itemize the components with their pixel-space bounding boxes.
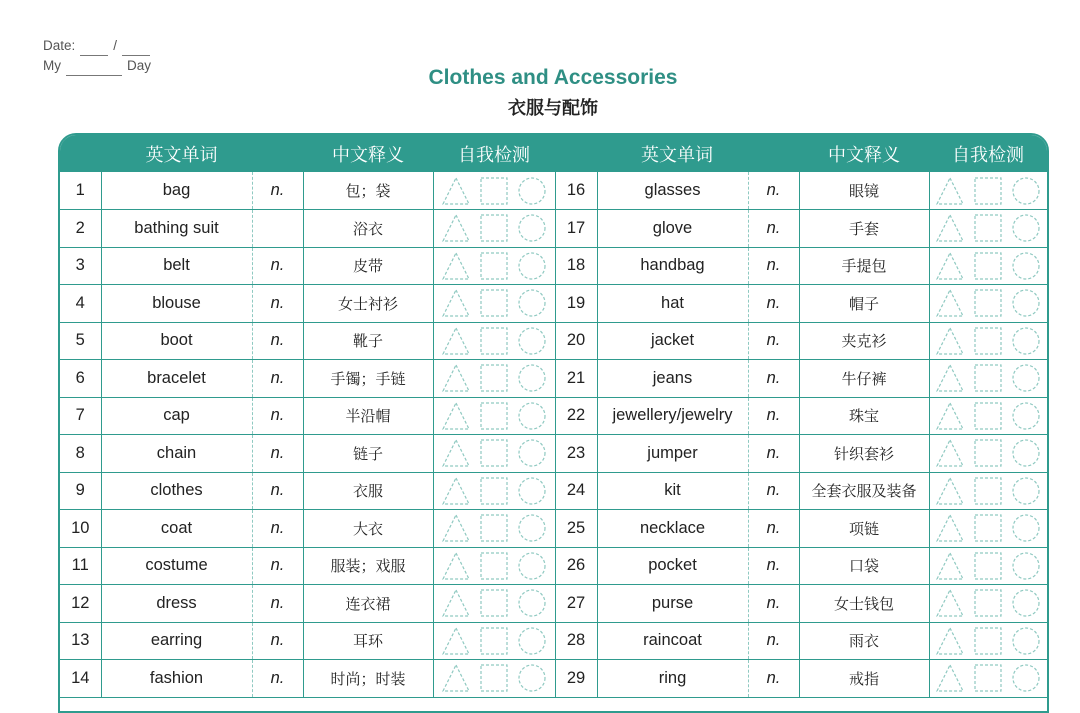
part-of-speech: n. <box>748 360 799 398</box>
square-icon[interactable] <box>479 588 509 618</box>
table-row <box>60 360 1047 398</box>
circle-icon[interactable] <box>1011 513 1041 543</box>
english-word: glove <box>597 210 748 248</box>
circle-icon[interactable] <box>517 401 547 431</box>
chinese-meaning: 靴子 <box>303 322 433 360</box>
square-icon[interactable] <box>479 251 509 281</box>
self-check-marks <box>434 626 555 656</box>
square-icon[interactable] <box>973 626 1003 656</box>
entry-number: 4 <box>60 285 101 323</box>
table-row <box>60 285 1047 323</box>
square-icon[interactable] <box>973 588 1003 618</box>
circle-icon[interactable] <box>517 588 547 618</box>
circle-icon[interactable] <box>1011 588 1041 618</box>
triangle-icon[interactable] <box>935 438 965 468</box>
self-check-cell <box>433 172 555 210</box>
square-icon[interactable] <box>479 626 509 656</box>
english-word: jeans <box>597 360 748 398</box>
part-of-speech: n. <box>748 472 799 510</box>
circle-icon[interactable] <box>517 251 547 281</box>
english-word: handbag <box>597 247 748 285</box>
part-of-speech: n. <box>252 360 303 398</box>
self-check-cell <box>929 472 1047 510</box>
self-check-marks <box>434 326 555 356</box>
entry-number: 14 <box>60 660 101 698</box>
self-check-marks <box>434 551 555 581</box>
entry-number: 27 <box>555 585 597 623</box>
entry-number: 18 <box>555 247 597 285</box>
self-check-cell <box>929 435 1047 473</box>
entry-number: 25 <box>555 510 597 548</box>
self-check-cell <box>929 322 1047 360</box>
entry-number: 20 <box>555 322 597 360</box>
square-icon[interactable] <box>973 476 1003 506</box>
triangle-icon[interactable] <box>441 363 471 393</box>
circle-icon[interactable] <box>517 626 547 656</box>
self-check-marks <box>434 176 555 206</box>
self-check-cell <box>929 547 1047 585</box>
entry-number: 2 <box>60 210 101 248</box>
self-check-marks <box>930 626 1047 656</box>
entry-number: 1 <box>60 172 101 210</box>
circle-icon[interactable] <box>1011 213 1041 243</box>
circle-icon[interactable] <box>1011 251 1041 281</box>
table-row <box>60 397 1047 435</box>
square-icon[interactable] <box>479 213 509 243</box>
part-of-speech: n. <box>252 622 303 660</box>
page-subtitle: 衣服与配饰 <box>508 98 598 119</box>
self-check-cell <box>433 547 555 585</box>
chinese-meaning: 珠宝 <box>799 397 929 435</box>
table-row <box>60 435 1047 473</box>
self-check-cell <box>929 247 1047 285</box>
triangle-icon[interactable] <box>441 213 471 243</box>
self-check-cell <box>929 660 1047 698</box>
square-icon[interactable] <box>973 513 1003 543</box>
self-check-cell <box>929 172 1047 210</box>
part-of-speech: n. <box>252 660 303 698</box>
triangle-icon[interactable] <box>441 176 471 206</box>
square-icon[interactable] <box>973 288 1003 318</box>
square-icon[interactable] <box>973 551 1003 581</box>
circle-icon[interactable] <box>1011 288 1041 318</box>
part-of-speech: n. <box>252 322 303 360</box>
table-row <box>60 322 1047 360</box>
english-word: ring <box>597 660 748 698</box>
part-of-speech: n. <box>252 247 303 285</box>
table-row <box>60 210 1047 248</box>
circle-icon[interactable] <box>517 476 547 506</box>
date-blank-month[interactable] <box>80 42 108 56</box>
self-check-cell <box>929 510 1047 548</box>
triangle-icon[interactable] <box>441 513 471 543</box>
part-of-speech: n. <box>748 172 799 210</box>
part-of-speech: n. <box>252 435 303 473</box>
triangle-icon[interactable] <box>935 176 965 206</box>
english-word: jewellery/jewelry <box>597 397 748 435</box>
self-check-marks <box>930 288 1047 318</box>
entry-number: 16 <box>555 172 597 210</box>
self-check-marks <box>930 476 1047 506</box>
circle-icon[interactable] <box>1011 326 1041 356</box>
part-of-speech: n. <box>748 285 799 323</box>
page-title: Clothes and Accessories <box>428 66 678 89</box>
circle-icon[interactable] <box>517 663 547 693</box>
chinese-meaning: 包；袋 <box>303 172 433 210</box>
header-english-right: 英文单词 <box>641 144 713 166</box>
triangle-icon[interactable] <box>441 551 471 581</box>
entry-number: 8 <box>60 435 101 473</box>
part-of-speech: n. <box>252 547 303 585</box>
part-of-speech: n. <box>748 510 799 548</box>
chinese-meaning: 时尚；时装 <box>303 660 433 698</box>
square-icon[interactable] <box>973 438 1003 468</box>
chinese-meaning: 戒指 <box>799 660 929 698</box>
self-check-cell <box>433 285 555 323</box>
table-row <box>60 247 1047 285</box>
circle-icon[interactable] <box>517 551 547 581</box>
english-word: costume <box>101 547 252 585</box>
entry-number: 6 <box>60 360 101 398</box>
english-word: pocket <box>597 547 748 585</box>
table-row <box>60 660 1047 698</box>
entry-number: 17 <box>555 210 597 248</box>
triangle-icon[interactable] <box>441 438 471 468</box>
chinese-meaning: 项链 <box>799 510 929 548</box>
part-of-speech: n. <box>748 660 799 698</box>
date-line <box>43 36 155 56</box>
self-check-marks <box>434 401 555 431</box>
circle-icon[interactable] <box>517 438 547 468</box>
chinese-meaning: 牛仔裤 <box>799 360 929 398</box>
triangle-icon[interactable] <box>935 551 965 581</box>
part-of-speech: n. <box>748 585 799 623</box>
header-english-left: 英文单词 <box>145 144 218 166</box>
entry-number: 3 <box>60 247 101 285</box>
part-of-speech: n. <box>252 510 303 548</box>
triangle-icon[interactable] <box>935 626 965 656</box>
triangle-icon[interactable] <box>935 363 965 393</box>
english-word: jacket <box>597 322 748 360</box>
self-check-cell <box>929 210 1047 248</box>
circle-icon[interactable] <box>517 176 547 206</box>
day-label: Day <box>127 58 152 73</box>
circle-icon[interactable] <box>1011 176 1041 206</box>
self-check-cell <box>433 510 555 548</box>
square-icon[interactable] <box>973 326 1003 356</box>
english-word: bracelet <box>101 360 252 398</box>
self-check-marks <box>930 401 1047 431</box>
part-of-speech <box>252 210 303 248</box>
chinese-meaning: 针织套衫 <box>799 435 929 473</box>
self-check-cell <box>433 472 555 510</box>
english-word: kit <box>597 472 748 510</box>
part-of-speech: n. <box>748 247 799 285</box>
triangle-icon[interactable] <box>441 626 471 656</box>
square-icon[interactable] <box>973 251 1003 281</box>
self-check-cell <box>433 660 555 698</box>
self-check-marks <box>930 551 1047 581</box>
self-check-cell <box>433 322 555 360</box>
self-check-marks <box>434 476 555 506</box>
entry-number: 5 <box>60 322 101 360</box>
circle-icon[interactable] <box>1011 663 1041 693</box>
part-of-speech: n. <box>748 210 799 248</box>
square-icon[interactable] <box>479 438 509 468</box>
triangle-icon[interactable] <box>935 288 965 318</box>
entry-number: 9 <box>60 472 101 510</box>
square-icon[interactable] <box>479 363 509 393</box>
my-label: My <box>43 58 61 73</box>
header-check-right: 自我检测 <box>952 144 1024 166</box>
circle-icon[interactable] <box>1011 551 1041 581</box>
self-check-cell <box>433 435 555 473</box>
part-of-speech: n. <box>748 435 799 473</box>
chinese-meaning: 半沿帽 <box>303 397 433 435</box>
self-check-marks <box>434 513 555 543</box>
triangle-icon[interactable] <box>441 401 471 431</box>
self-check-marks <box>930 363 1047 393</box>
self-check-marks <box>930 213 1047 243</box>
entry-number: 13 <box>60 622 101 660</box>
table-header-row <box>60 135 1047 172</box>
self-check-marks <box>434 438 555 468</box>
triangle-icon[interactable] <box>441 326 471 356</box>
english-word: necklace <box>597 510 748 548</box>
circle-icon[interactable] <box>517 326 547 356</box>
triangle-icon[interactable] <box>935 251 965 281</box>
chinese-meaning: 衣服 <box>303 472 433 510</box>
self-check-cell <box>929 585 1047 623</box>
self-check-marks <box>930 438 1047 468</box>
circle-icon[interactable] <box>1011 476 1041 506</box>
table-row <box>60 510 1047 548</box>
circle-icon[interactable] <box>517 213 547 243</box>
table-row <box>60 585 1047 623</box>
square-icon[interactable] <box>479 326 509 356</box>
self-check-cell <box>433 210 555 248</box>
self-check-marks <box>434 288 555 318</box>
chinese-meaning: 服装；戏服 <box>303 547 433 585</box>
square-icon[interactable] <box>973 176 1003 206</box>
chinese-meaning: 手提包 <box>799 247 929 285</box>
english-word: dress <box>101 585 252 623</box>
square-icon[interactable] <box>479 513 509 543</box>
square-icon[interactable] <box>973 363 1003 393</box>
english-word: coat <box>101 510 252 548</box>
chinese-meaning: 大衣 <box>303 510 433 548</box>
entry-number: 7 <box>60 397 101 435</box>
square-icon[interactable] <box>479 551 509 581</box>
entry-number: 29 <box>555 660 597 698</box>
chinese-meaning: 耳环 <box>303 622 433 660</box>
chinese-meaning: 手镯；手链 <box>303 360 433 398</box>
self-check-cell <box>929 360 1047 398</box>
chinese-meaning: 连衣裙 <box>303 585 433 623</box>
triangle-icon[interactable] <box>441 251 471 281</box>
triangle-icon[interactable] <box>441 663 471 693</box>
chinese-meaning: 女士钱包 <box>799 585 929 623</box>
english-word: clothes <box>101 472 252 510</box>
self-check-marks <box>930 251 1047 281</box>
english-word: boot <box>101 322 252 360</box>
table-row <box>60 472 1047 510</box>
circle-icon[interactable] <box>1011 626 1041 656</box>
self-check-cell <box>433 622 555 660</box>
english-word: bathing suit <box>101 210 252 248</box>
table-row <box>60 172 1047 210</box>
table-row <box>60 622 1047 660</box>
square-icon[interactable] <box>973 401 1003 431</box>
triangle-icon[interactable] <box>935 213 965 243</box>
square-icon[interactable] <box>479 176 509 206</box>
self-check-marks <box>930 663 1047 693</box>
header-chinese-left: 中文释义 <box>332 144 404 166</box>
chinese-meaning: 帽子 <box>799 285 929 323</box>
self-check-marks <box>930 513 1047 543</box>
entry-number: 28 <box>555 622 597 660</box>
part-of-speech: n. <box>252 397 303 435</box>
entry-number: 19 <box>555 285 597 323</box>
vocabulary-table <box>58 133 1049 713</box>
triangle-icon[interactable] <box>935 401 965 431</box>
self-check-cell <box>929 397 1047 435</box>
self-check-marks <box>434 588 555 618</box>
chinese-meaning: 口袋 <box>799 547 929 585</box>
self-check-marks <box>930 176 1047 206</box>
square-icon[interactable] <box>479 401 509 431</box>
square-icon[interactable] <box>479 288 509 318</box>
circle-icon[interactable] <box>1011 401 1041 431</box>
entry-number: 12 <box>60 585 101 623</box>
entry-number: 11 <box>60 547 101 585</box>
triangle-icon[interactable] <box>441 588 471 618</box>
entry-number: 10 <box>60 510 101 548</box>
part-of-speech: n. <box>252 285 303 323</box>
self-check-marks <box>434 251 555 281</box>
english-word: earring <box>101 622 252 660</box>
english-word: raincoat <box>597 622 748 660</box>
english-word: fashion <box>101 660 252 698</box>
header-check-left: 自我检测 <box>458 144 530 166</box>
entry-number: 24 <box>555 472 597 510</box>
circle-icon[interactable] <box>517 288 547 318</box>
entry-number: 22 <box>555 397 597 435</box>
date-separator: / <box>113 38 118 53</box>
triangle-icon[interactable] <box>935 513 965 543</box>
triangle-icon[interactable] <box>935 326 965 356</box>
triangle-icon[interactable] <box>935 663 965 693</box>
self-check-cell <box>433 360 555 398</box>
english-word: purse <box>597 585 748 623</box>
entry-number: 23 <box>555 435 597 473</box>
triangle-icon[interactable] <box>935 476 965 506</box>
triangle-icon[interactable] <box>441 476 471 506</box>
self-check-marks <box>930 588 1047 618</box>
english-word: hat <box>597 285 748 323</box>
entry-number: 21 <box>555 360 597 398</box>
table-row <box>60 547 1047 585</box>
self-check-marks <box>434 213 555 243</box>
chinese-meaning: 全套衣服及装备 <box>799 472 929 510</box>
self-check-cell <box>433 247 555 285</box>
chinese-meaning: 眼镜 <box>799 172 929 210</box>
chinese-meaning: 皮带 <box>303 247 433 285</box>
english-word: chain <box>101 435 252 473</box>
english-word: jumper <box>597 435 748 473</box>
chinese-meaning: 链子 <box>303 435 433 473</box>
self-check-marks <box>434 363 555 393</box>
part-of-speech: n. <box>748 622 799 660</box>
english-word: belt <box>101 247 252 285</box>
chinese-meaning: 手套 <box>799 210 929 248</box>
part-of-speech: n. <box>748 397 799 435</box>
circle-icon[interactable] <box>1011 363 1041 393</box>
triangle-icon[interactable] <box>441 288 471 318</box>
english-word: glasses <box>597 172 748 210</box>
part-of-speech: n. <box>748 322 799 360</box>
self-check-cell <box>929 285 1047 323</box>
date-blank-day[interactable] <box>122 42 150 56</box>
english-word: bag <box>101 172 252 210</box>
chinese-meaning: 夹克衫 <box>799 322 929 360</box>
part-of-speech: n. <box>252 472 303 510</box>
circle-icon[interactable] <box>517 513 547 543</box>
circle-icon[interactable] <box>1011 438 1041 468</box>
header-chinese-right: 中文释义 <box>828 144 900 166</box>
self-check-cell <box>929 622 1047 660</box>
square-icon[interactable] <box>973 213 1003 243</box>
self-check-marks <box>434 663 555 693</box>
date-label: Date: <box>43 38 76 53</box>
english-word: blouse <box>101 285 252 323</box>
self-check-cell <box>433 585 555 623</box>
square-icon[interactable] <box>479 476 509 506</box>
circle-icon[interactable] <box>517 363 547 393</box>
triangle-icon[interactable] <box>935 588 965 618</box>
self-check-marks <box>930 326 1047 356</box>
chinese-meaning: 女士衬衫 <box>303 285 433 323</box>
square-icon[interactable] <box>479 663 509 693</box>
self-check-cell <box>433 397 555 435</box>
english-word: cap <box>101 397 252 435</box>
entry-number: 26 <box>555 547 597 585</box>
part-of-speech: n. <box>748 547 799 585</box>
part-of-speech: n. <box>252 585 303 623</box>
square-icon[interactable] <box>973 663 1003 693</box>
chinese-meaning: 雨衣 <box>799 622 929 660</box>
chinese-meaning: 浴衣 <box>303 210 433 248</box>
part-of-speech: n. <box>252 172 303 210</box>
